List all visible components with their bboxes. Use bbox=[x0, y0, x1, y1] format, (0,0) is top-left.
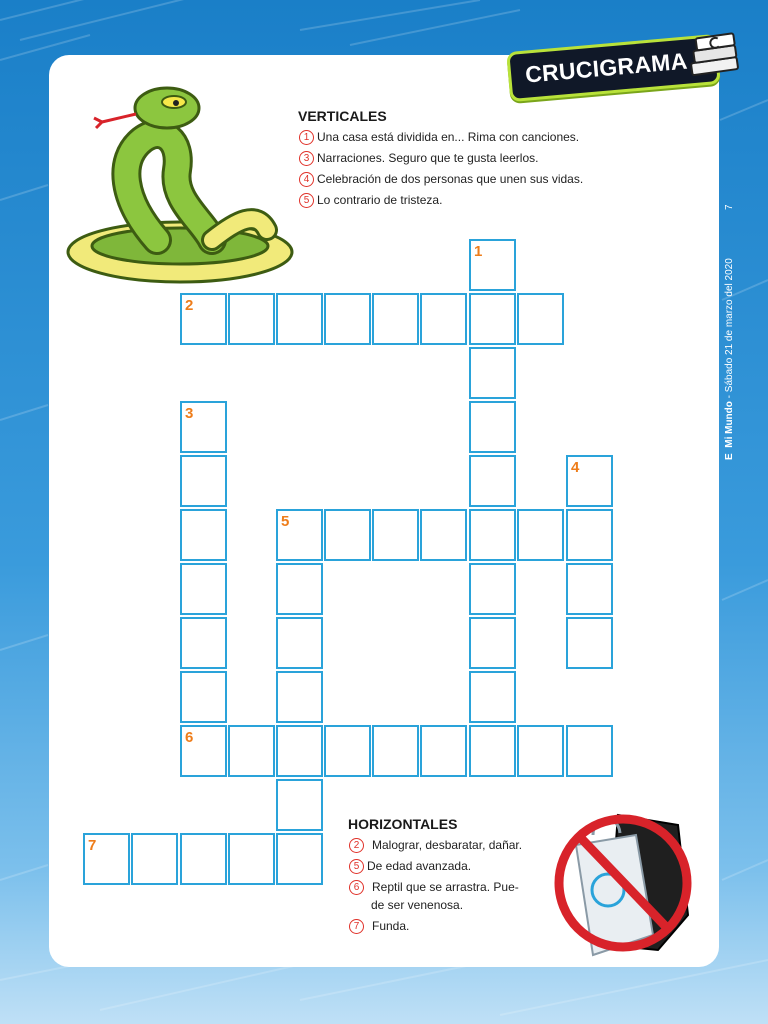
clue-text: Una casa está dividida en... Rima con canciones. bbox=[317, 130, 580, 144]
crossword-cell[interactable] bbox=[469, 347, 516, 399]
crossword-cell[interactable] bbox=[228, 833, 275, 885]
books-icon bbox=[684, 30, 746, 80]
crossword-cell[interactable] bbox=[566, 617, 613, 669]
clue-text: Lo contrario de tristeza. bbox=[317, 193, 443, 207]
side-caption bbox=[724, 200, 738, 460]
crossword-cell[interactable] bbox=[228, 293, 275, 345]
clue-vertical-3 bbox=[299, 150, 619, 166]
crossword-cell[interactable] bbox=[517, 293, 564, 345]
clue-text: Funda. bbox=[372, 919, 410, 933]
crossword-cell[interactable] bbox=[469, 455, 516, 507]
crossword-cell[interactable] bbox=[180, 725, 227, 777]
clue-horizontal-6-cont bbox=[349, 897, 549, 913]
cell-number: 6 bbox=[185, 729, 194, 746]
clue-vertical-4 bbox=[299, 171, 619, 187]
cell-number: 3 bbox=[185, 405, 194, 422]
crossword-cell[interactable] bbox=[276, 563, 323, 615]
crossword-cell[interactable] bbox=[324, 509, 371, 561]
crossword-cell[interactable] bbox=[469, 725, 516, 777]
brand-name: Mi Mundo bbox=[724, 401, 735, 448]
snake-illustration bbox=[62, 80, 307, 285]
crossword-cell[interactable] bbox=[180, 509, 227, 561]
crossword-cell[interactable] bbox=[324, 725, 371, 777]
logo-letter: E bbox=[724, 453, 735, 460]
crossword-cell[interactable] bbox=[469, 239, 516, 291]
crossword-cell[interactable] bbox=[372, 509, 419, 561]
page-number: 7 bbox=[724, 204, 735, 210]
cell-number: 4 bbox=[571, 459, 580, 476]
horizontales-title: HORIZONTALES bbox=[348, 816, 458, 832]
crossword-cell[interactable] bbox=[180, 401, 227, 453]
crossword-cell[interactable] bbox=[180, 455, 227, 507]
crossword-cell[interactable] bbox=[469, 617, 516, 669]
crossword-cell[interactable] bbox=[276, 833, 323, 885]
clue-horizontal-5 bbox=[349, 858, 549, 874]
clue-text: Narraciones. Seguro que te gusta leerlos. bbox=[317, 151, 539, 165]
cell-number: 7 bbox=[88, 837, 97, 854]
horizontales-clues bbox=[349, 837, 549, 939]
clue-text: Celebración de dos personas que unen sus vidas. bbox=[317, 172, 584, 186]
clue-text: Reptil que se arrastra. Pue- bbox=[372, 880, 519, 894]
crossword-cell[interactable] bbox=[566, 455, 613, 507]
clue-number: 1 bbox=[299, 130, 314, 145]
crossword-cell[interactable] bbox=[469, 509, 516, 561]
crossword-cell[interactable] bbox=[517, 725, 564, 777]
crossword-cell[interactable] bbox=[276, 617, 323, 669]
clue-text: de ser venenosa. bbox=[371, 898, 464, 912]
crossword-cell[interactable] bbox=[228, 725, 275, 777]
clue-number: 5 bbox=[299, 193, 314, 208]
clue-horizontal-7 bbox=[349, 918, 549, 934]
clue-text: De edad avanzada. bbox=[367, 859, 472, 873]
crossword-cell[interactable] bbox=[566, 725, 613, 777]
cell-number: 5 bbox=[281, 513, 290, 530]
crossword-cell[interactable] bbox=[420, 509, 467, 561]
crossword-cell[interactable] bbox=[83, 833, 130, 885]
crossword-cell[interactable] bbox=[180, 563, 227, 615]
cell-number: 1 bbox=[474, 243, 483, 260]
clue-number: 2 bbox=[349, 838, 364, 853]
page-title: CRUCIGRAMA bbox=[524, 47, 689, 88]
crossword-cell[interactable] bbox=[180, 833, 227, 885]
crossword-cell[interactable] bbox=[276, 725, 323, 777]
cell-number: 2 bbox=[185, 297, 194, 314]
crossword-cell[interactable] bbox=[566, 563, 613, 615]
crossword-cell[interactable] bbox=[469, 671, 516, 723]
clue-number: 5 bbox=[349, 859, 364, 874]
crossword-cell[interactable] bbox=[420, 293, 467, 345]
crossword-cell[interactable] bbox=[324, 293, 371, 345]
crossword-cell[interactable] bbox=[566, 509, 613, 561]
crossword-cell[interactable] bbox=[420, 725, 467, 777]
crossword-cell[interactable] bbox=[131, 833, 178, 885]
clue-horizontal-2 bbox=[349, 837, 549, 853]
crossword-cell[interactable] bbox=[469, 401, 516, 453]
crossword-cell[interactable] bbox=[180, 293, 227, 345]
crossword-cell[interactable] bbox=[372, 293, 419, 345]
crossword-cell[interactable] bbox=[276, 671, 323, 723]
verticales-title: VERTICALES bbox=[298, 108, 387, 124]
clue-number: 3 bbox=[299, 151, 314, 166]
crossword-cell[interactable] bbox=[276, 509, 323, 561]
clue-horizontal-6 bbox=[349, 879, 549, 895]
crossword-cell[interactable] bbox=[469, 563, 516, 615]
crossword-cell[interactable] bbox=[372, 725, 419, 777]
verticales-clues bbox=[299, 129, 619, 213]
clue-vertical-1 bbox=[299, 129, 619, 145]
issue-date: - Sábado 21 de marzo del 2020 bbox=[724, 258, 735, 402]
clue-number: 7 bbox=[349, 919, 364, 934]
no-plastic-bag-sign bbox=[548, 795, 698, 965]
clue-number: 6 bbox=[349, 880, 364, 895]
clue-number: 4 bbox=[299, 172, 314, 187]
clue-vertical-5 bbox=[299, 192, 619, 208]
crossword-cell[interactable] bbox=[276, 779, 323, 831]
crossword-cell[interactable] bbox=[180, 671, 227, 723]
crossword-cell[interactable] bbox=[517, 509, 564, 561]
clue-text: Malograr, desbaratar, dañar. bbox=[372, 838, 523, 852]
crossword-cell[interactable] bbox=[180, 617, 227, 669]
crossword-cell[interactable] bbox=[276, 293, 323, 345]
crossword-cell[interactable] bbox=[469, 293, 516, 345]
